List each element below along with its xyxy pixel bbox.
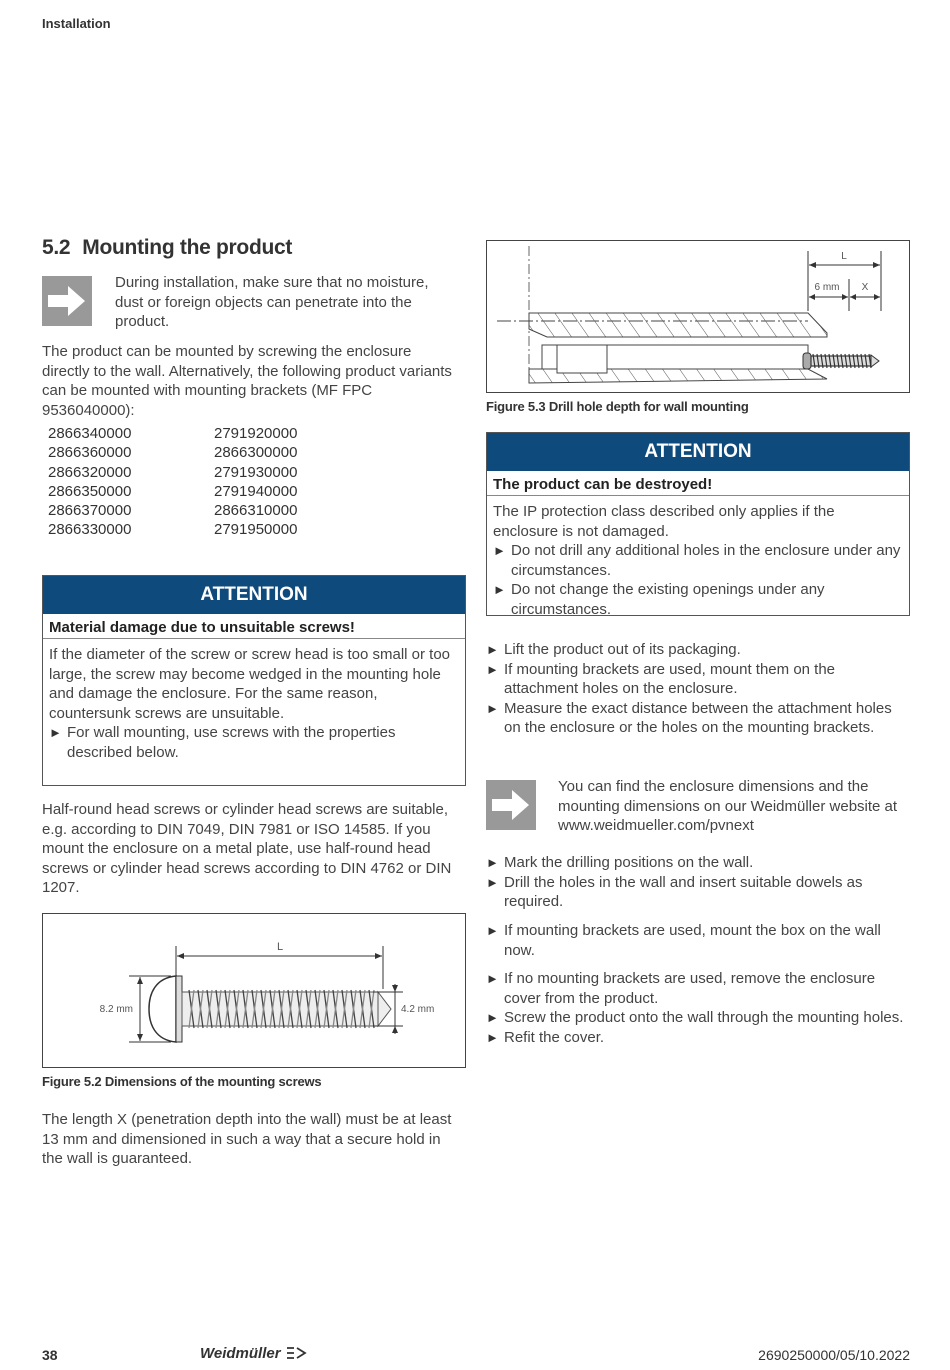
table-row <box>48 424 380 443</box>
list-item <box>486 660 906 699</box>
attention-step <box>493 541 903 580</box>
running-header: Installation <box>42 16 111 31</box>
bullet-triangle-icon: ► <box>486 661 499 677</box>
part-number: 2791920000 <box>214 425 298 442</box>
part-number: 2866310000 <box>214 502 298 520</box>
step-text: Drill the holes in the wall and insert suitable dowels as required. <box>504 873 863 910</box>
figure-caption-5-2: Figure 5.2 Dimensions of the mounting screws <box>42 1074 322 1089</box>
steps-list-unpack <box>486 640 906 738</box>
step-text: Do not change the existing openings under any circumstances. <box>511 581 825 618</box>
part-number: 2866340000 <box>48 425 132 442</box>
list-item <box>486 853 906 873</box>
list-item <box>486 640 906 660</box>
step-text: For wall mounting, use screws with the properties described below. <box>67 724 396 761</box>
section-heading: Mounting the product <box>82 236 293 259</box>
bullet-triangle-icon: ► <box>486 971 499 986</box>
label-head-diameter: 8.2 mm <box>99 1004 133 1015</box>
part-number: 2866360000 <box>48 444 132 462</box>
part-number: 2791930000 <box>214 463 298 481</box>
bullet-triangle-icon: ► <box>493 582 506 597</box>
document-number: 2690250000/05/10.2022 <box>758 1347 910 1363</box>
attention-label: ATTENTION <box>43 576 465 614</box>
attention-subtitle: Material damage due to unsuitable screws! <box>43 614 465 639</box>
step-text: If mounting brackets are used, mount the box on the wall now. <box>504 922 881 959</box>
bullet-triangle-icon: ► <box>486 1029 499 1045</box>
attention-description: The IP protection class described only applies if the enclosure is not damaged. <box>493 503 835 540</box>
part-number: 2866350000 <box>48 482 132 500</box>
bullet-triangle-icon: ► <box>486 642 499 657</box>
label-l: L <box>841 251 847 262</box>
table-row <box>48 520 380 539</box>
part-number: 2866370000 <box>48 502 132 520</box>
moisture-note: During installation, make sure that no moisture, dust or foreign objects can penetrate into the product. <box>115 274 429 330</box>
list-item <box>486 1008 910 1028</box>
part-number: 2791950000 <box>214 521 298 539</box>
attention-subtitle: The product can be destroyed! <box>487 471 909 496</box>
list-item <box>486 1028 910 1048</box>
table-row <box>48 482 380 501</box>
label-x: X <box>861 282 869 293</box>
step-text: Do not drill any additional holes in the enclosure under any circumstances. <box>511 542 901 579</box>
screw-dimensions-figure <box>42 913 466 1068</box>
bullet-triangle-icon: ► <box>486 700 499 716</box>
attention-box-ip-protection <box>486 432 910 616</box>
brand-logo <box>200 1345 307 1362</box>
section-title <box>42 236 292 260</box>
part-number: 2866300000 <box>214 444 298 462</box>
table-row <box>48 463 380 482</box>
drill-depth-drawing <box>487 241 909 392</box>
list-item <box>486 699 906 738</box>
step-text: Refit the cover. <box>504 1028 605 1046</box>
penetration-depth-paragraph: The length X (penetration depth into the wall) must be at least 13 mm and dimensioned in such a way that a secure hold in the wall is guaranteed. <box>42 1111 452 1167</box>
table-row <box>48 443 380 462</box>
label-shank-diameter: 4.2 mm <box>401 1004 435 1015</box>
step-text: Lift the product out of its packaging. <box>504 641 741 658</box>
attention-box-screws <box>42 575 466 786</box>
section-number: 5.2 <box>42 236 71 259</box>
brand-name: Weidmüller <box>200 1345 281 1362</box>
attention-step <box>49 723 459 762</box>
step-text: If mounting brackets are used, mount them on the attachment holes on the enclosure. <box>504 660 836 697</box>
part-number-table <box>48 424 380 540</box>
steps-list-mount-box <box>486 921 906 960</box>
label-l: L <box>276 941 284 953</box>
arrow-right-icon <box>486 780 536 830</box>
screw-drawing <box>43 914 465 1067</box>
bullet-triangle-icon: ► <box>486 855 499 870</box>
step-text: Measure the exact distance between the attachment holes on the enclosure or the holes on the mounting brackets. <box>504 699 892 736</box>
screw-types-paragraph: Half-round head screws or cylinder head screws are suitable, e.g. according to DIN 7049, DIN 7981 or ISO 14585. If you mount the enclosure on a metal plate, use half-round head screws or cylinder head screws according to DIN 4762 or DIN 1207. <box>42 801 452 896</box>
step-text: If no mounting brackets are used, remove the enclosure cover from the product. <box>504 970 876 1007</box>
attention-text <box>487 496 909 619</box>
bullet-triangle-icon: ► <box>486 874 499 890</box>
arrow-right-icon <box>42 276 92 326</box>
step-text: Screw the product onto the wall through the mounting holes. <box>504 1009 904 1026</box>
steps-list-screw <box>486 969 910 1047</box>
table-row <box>48 501 380 520</box>
list-item <box>486 969 910 1008</box>
step-text: Mark the drilling positions on the wall. <box>504 854 754 871</box>
figure-caption-5-3: Figure 5.3 Drill hole depth for wall mounting <box>486 399 749 414</box>
website-note: You can find the enclosure dimensions and the mounting dimensions on our Weidmüller website at www.weidmueller.com/pvnext <box>558 778 898 834</box>
bullet-triangle-icon: ► <box>486 1010 499 1025</box>
list-item <box>486 921 906 960</box>
bullet-triangle-icon: ► <box>493 543 506 558</box>
intro-paragraph: The product can be mounted by screwing the enclosure directly to the wall. Alternatively, the following product variants can be mounted with mounting brackets (MF FPC 9536040000): <box>42 343 452 419</box>
page-number: 38 <box>42 1347 58 1363</box>
attention-description: If the diameter of the screw or screw head is too small or too large, the screw may become wedged in the mounting hole and damage the enclosure. For the same reason, countersunk screws are unsuitable. <box>49 646 451 722</box>
bullet-triangle-icon: ► <box>49 725 62 740</box>
attention-step <box>493 580 903 619</box>
label-6mm: 6 mm <box>814 282 840 293</box>
part-number: 2866330000 <box>48 521 132 539</box>
attention-label: ATTENTION <box>487 433 909 471</box>
part-number: 2791940000 <box>214 482 298 500</box>
bullet-triangle-icon: ► <box>486 923 499 938</box>
brand-mark-icon <box>285 1346 307 1360</box>
list-item <box>486 873 906 912</box>
part-number: 2866320000 <box>48 463 132 481</box>
drill-depth-figure <box>486 240 910 393</box>
attention-text <box>43 639 465 762</box>
steps-list-drill <box>486 853 906 912</box>
